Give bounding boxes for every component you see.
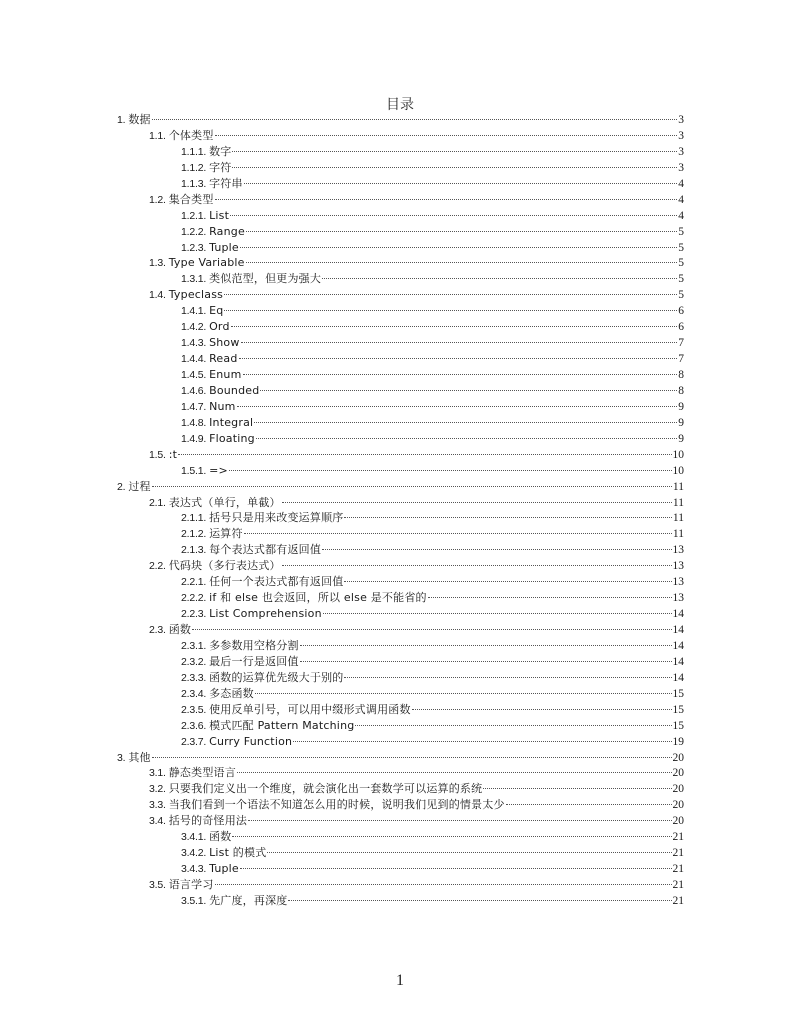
toc-entry-number: 1.1. bbox=[149, 129, 166, 142]
toc-entry[interactable] bbox=[117, 415, 684, 431]
toc-entry-number: 2.1.3. bbox=[181, 544, 207, 557]
toc-entry-page: 4 bbox=[678, 209, 684, 222]
dot-leader bbox=[243, 374, 678, 375]
toc-entry-page: 21 bbox=[672, 831, 684, 844]
toc-entry-label: 最后一行是返回值 bbox=[209, 654, 299, 668]
toc-entry-page: 11 bbox=[672, 528, 684, 541]
toc-entry[interactable] bbox=[117, 638, 684, 654]
toc-entry[interactable] bbox=[117, 319, 684, 335]
dot-leader bbox=[428, 597, 672, 598]
toc-entry[interactable] bbox=[117, 781, 684, 797]
toc-entry-label: Ord bbox=[209, 320, 230, 334]
toc-entry-number: 2.2. bbox=[149, 560, 166, 573]
toc-entry-number: 2.2.1. bbox=[181, 576, 207, 589]
toc-entry[interactable] bbox=[117, 734, 684, 750]
toc-entry-page: 5 bbox=[678, 289, 684, 302]
dot-leader bbox=[355, 725, 671, 726]
toc-entry-page: 19 bbox=[672, 735, 684, 748]
dot-leader bbox=[240, 868, 672, 869]
dot-leader bbox=[344, 581, 671, 582]
dot-leader bbox=[282, 502, 672, 503]
toc-entry[interactable] bbox=[117, 558, 684, 574]
dot-leader bbox=[224, 310, 677, 311]
toc-entry-page: 10 bbox=[672, 464, 684, 477]
toc-entry-label: List 的模式 bbox=[209, 846, 267, 860]
toc-entry-label: Floating bbox=[209, 431, 255, 445]
toc-entry-page: 21 bbox=[672, 894, 684, 907]
dot-leader bbox=[288, 900, 671, 901]
toc-entry[interactable] bbox=[117, 240, 684, 256]
toc-entry[interactable] bbox=[117, 271, 684, 287]
toc-entry-label: 数字 bbox=[209, 144, 232, 158]
dot-leader bbox=[300, 661, 672, 662]
toc-entry-label: if 和 else 也会返回，所以 else 是不能省的 bbox=[209, 591, 427, 605]
toc-entry-label: 数据 bbox=[128, 113, 151, 126]
toc-entry-number: 3.4.2. bbox=[181, 847, 207, 860]
toc-entry-page: 4 bbox=[678, 193, 684, 206]
toc-entry-page: 6 bbox=[678, 321, 684, 334]
toc-entry-number: 3.4.1. bbox=[181, 831, 207, 844]
toc-entry-label: 个体类型 bbox=[168, 128, 214, 142]
toc-entry-number: 1.3. bbox=[149, 257, 166, 270]
toc-entry-label: 多参数用空格分割 bbox=[209, 638, 299, 652]
toc-entry[interactable] bbox=[117, 128, 684, 144]
dot-leader bbox=[152, 486, 672, 487]
toc-entry-number: 1.4.6. bbox=[181, 384, 207, 397]
toc-entry-page: 15 bbox=[672, 719, 684, 732]
toc-entry-label: => bbox=[209, 463, 228, 477]
dot-leader bbox=[244, 533, 672, 534]
toc-entry-number: 3.1. bbox=[149, 767, 166, 780]
toc-entry-label: Read bbox=[209, 352, 238, 366]
toc-entry-label: 函数的运算优先级大于别的 bbox=[209, 670, 344, 684]
toc-entry-page: 14 bbox=[672, 639, 684, 652]
toc-entry-number: 1.2.1. bbox=[181, 209, 207, 222]
toc-entry-label: Curry Function bbox=[209, 734, 293, 748]
toc-entry-label: 括号的奇怪用法 bbox=[168, 814, 248, 828]
toc-entry-label: 运算符 bbox=[209, 527, 243, 541]
toc-entry-number: 1.4.7. bbox=[181, 400, 207, 413]
toc-entry[interactable] bbox=[117, 463, 684, 479]
toc-entry-page: 20 bbox=[672, 751, 684, 764]
toc-entry-number: 2.3.4. bbox=[181, 687, 207, 700]
dot-leader bbox=[237, 772, 672, 773]
toc-entry[interactable] bbox=[117, 877, 684, 893]
dot-leader bbox=[231, 326, 677, 327]
toc-entry-number: 3.4.3. bbox=[181, 863, 207, 876]
toc-entry[interactable] bbox=[117, 208, 684, 224]
toc-entry[interactable] bbox=[117, 255, 684, 271]
toc-entry-page: 13 bbox=[672, 544, 684, 557]
dot-leader bbox=[241, 342, 677, 343]
toc-entry-page: 10 bbox=[672, 448, 684, 461]
dot-leader bbox=[244, 183, 677, 184]
dot-leader bbox=[230, 215, 677, 216]
toc-entry-page: 20 bbox=[672, 799, 684, 812]
dot-leader bbox=[224, 294, 677, 295]
toc-entry-number: 2.3.6. bbox=[181, 719, 207, 732]
toc-entry-page: 3 bbox=[678, 114, 684, 126]
toc-entry-label: 语言学习 bbox=[168, 878, 214, 891]
toc-entry-page: 13 bbox=[672, 576, 684, 589]
toc-entry-number: 3.2. bbox=[149, 783, 166, 796]
toc-entry[interactable] bbox=[117, 303, 684, 319]
toc-entry-page: 3 bbox=[678, 129, 684, 142]
toc-entry[interactable] bbox=[117, 686, 684, 702]
dot-leader bbox=[152, 119, 677, 120]
toc-entry-page: 14 bbox=[672, 624, 684, 636]
toc-entry-page: 9 bbox=[678, 400, 684, 413]
toc-entry-page: 11 bbox=[672, 496, 684, 509]
toc-entry[interactable] bbox=[117, 654, 684, 670]
toc-entry-number: 2.2.2. bbox=[181, 592, 207, 605]
toc-entry-number: 1.4.4. bbox=[181, 353, 207, 366]
toc-entry-label: List bbox=[209, 208, 230, 222]
toc-entry-label: 多态函数 bbox=[209, 686, 254, 700]
toc-entry-label: Typeclass bbox=[168, 288, 224, 302]
dot-leader bbox=[239, 358, 677, 359]
toc-entry[interactable] bbox=[117, 797, 684, 813]
dot-leader bbox=[322, 549, 671, 550]
toc-entry-number: 1.4.3. bbox=[181, 337, 207, 350]
toc-entry-page: 5 bbox=[678, 241, 684, 254]
toc-entry-label: Show bbox=[209, 336, 240, 350]
toc-entry-page: 20 bbox=[672, 815, 684, 828]
dot-leader bbox=[178, 454, 671, 455]
toc-entry-label: 其他 bbox=[128, 750, 151, 764]
dot-leader bbox=[483, 788, 671, 789]
toc-entry[interactable] bbox=[117, 335, 684, 351]
toc-entry-label: List Comprehension bbox=[209, 607, 322, 621]
toc-entry-number: 3.3. bbox=[149, 799, 166, 812]
dot-leader bbox=[215, 135, 677, 136]
toc-entry-number: 2.1.2. bbox=[181, 528, 207, 541]
toc-entry-page: 11 bbox=[672, 480, 684, 493]
toc-entry[interactable] bbox=[117, 224, 684, 240]
toc-entry-page: 11 bbox=[672, 512, 684, 525]
toc-entry-number: 2.1. bbox=[149, 496, 166, 509]
toc-entry-label: :t bbox=[168, 447, 178, 461]
toc-entry-number: 2.1.1. bbox=[181, 512, 207, 525]
toc-entry[interactable] bbox=[117, 574, 684, 590]
toc-entry[interactable] bbox=[117, 829, 684, 845]
toc-entry-number: 1.1.3. bbox=[181, 177, 207, 190]
toc-entry[interactable] bbox=[117, 176, 684, 192]
dot-leader bbox=[237, 406, 677, 407]
toc-entry-number: 1.4.5. bbox=[181, 369, 207, 381]
toc-entry-page: 7 bbox=[678, 353, 684, 366]
toc-entry[interactable] bbox=[117, 495, 684, 511]
toc-entry-label: 函数 bbox=[168, 623, 192, 636]
dot-leader bbox=[248, 820, 671, 821]
toc-entry[interactable] bbox=[117, 542, 684, 558]
toc-entry-page: 21 bbox=[672, 879, 684, 891]
toc-entry-number: 2.3.5. bbox=[181, 703, 207, 716]
toc-entry[interactable] bbox=[117, 112, 684, 128]
toc-entry[interactable] bbox=[117, 160, 684, 176]
toc-entry-label: 先广度，再深度 bbox=[209, 893, 288, 907]
toc-entry-number: 2.3.3. bbox=[181, 671, 207, 684]
toc-entry-page: 6 bbox=[678, 305, 684, 318]
toc-entry-number: 1.3.1. bbox=[181, 273, 207, 286]
toc-entry-label: Tuple bbox=[209, 240, 239, 254]
toc-entry-page: 8 bbox=[678, 369, 684, 381]
toc-entry-number: 2.2.3. bbox=[181, 608, 207, 621]
toc-entry-page: 3 bbox=[678, 161, 684, 174]
toc-entry-label: 每个表达式都有返回值 bbox=[209, 543, 322, 557]
toc-entry[interactable] bbox=[117, 702, 684, 718]
toc-entry-number: 1.5.1. bbox=[181, 464, 207, 477]
dot-leader bbox=[254, 422, 677, 423]
toc-entry-number: 3.5. bbox=[149, 879, 166, 891]
toc-entry-page: 9 bbox=[678, 432, 684, 445]
toc-entry-label: 字符串 bbox=[209, 176, 243, 190]
toc-entry-number: 3. bbox=[117, 751, 126, 764]
dot-leader bbox=[246, 262, 677, 263]
dot-leader bbox=[240, 247, 677, 248]
toc-entry-page: 5 bbox=[678, 273, 684, 286]
dot-leader bbox=[282, 565, 672, 566]
toc-entry[interactable] bbox=[117, 367, 684, 383]
toc-entry-label: Eq bbox=[209, 304, 224, 318]
toc-entry[interactable] bbox=[117, 431, 684, 447]
dot-leader bbox=[323, 613, 672, 614]
toc-entry-number: 2.3. bbox=[149, 624, 166, 636]
toc-entry[interactable] bbox=[117, 399, 684, 415]
toc-entry-label: 静态类型语言 bbox=[168, 766, 236, 780]
toc-entry[interactable] bbox=[117, 861, 684, 877]
toc-entry-number: 2.3.1. bbox=[181, 639, 207, 652]
toc-entry[interactable] bbox=[117, 144, 684, 160]
toc-entry[interactable] bbox=[117, 192, 684, 208]
toc-entry-label: 集合类型 bbox=[168, 192, 214, 206]
toc-title: 目录 bbox=[386, 97, 414, 113]
toc-entry[interactable] bbox=[117, 893, 684, 909]
toc-entry-label: 任何一个表达式都有返回值 bbox=[209, 575, 344, 589]
dot-leader bbox=[229, 470, 672, 471]
toc-entry[interactable] bbox=[117, 351, 684, 367]
toc-entry[interactable] bbox=[117, 813, 684, 829]
toc-entry-number: 1.4.1. bbox=[181, 305, 207, 318]
dot-leader bbox=[256, 438, 677, 439]
toc-entry[interactable] bbox=[117, 510, 684, 526]
toc-entry-number: 1.5. bbox=[149, 448, 166, 461]
toc-entry-page: 7 bbox=[678, 337, 684, 350]
toc-entry-label: Num bbox=[209, 399, 236, 413]
dot-leader bbox=[260, 390, 677, 391]
dot-leader bbox=[232, 151, 677, 152]
toc-entry-page: 21 bbox=[672, 847, 684, 860]
toc-entry-number: 1.2.2. bbox=[181, 225, 207, 238]
dot-leader bbox=[506, 804, 672, 805]
toc-entry-label: 字符 bbox=[209, 160, 232, 174]
toc-entry-label: 类似范型，但更为强大 bbox=[209, 272, 322, 286]
dot-leader bbox=[344, 677, 671, 678]
toc-entry-number: 2.3.7. bbox=[181, 735, 207, 748]
toc-entry-number: 1.1.1. bbox=[181, 145, 207, 158]
toc-entry-number: 2. bbox=[117, 480, 126, 493]
toc-entry[interactable] bbox=[117, 750, 684, 766]
toc-entry-page: 14 bbox=[672, 671, 684, 684]
toc-entry-label: 使用反单引号，可以用中缀形式调用函数 bbox=[209, 702, 411, 716]
toc-entry-page: 5 bbox=[678, 225, 684, 238]
toc-entry-label: Integral bbox=[209, 415, 254, 429]
toc-entry-label: Tuple bbox=[209, 862, 239, 876]
toc-entry-number: 1.2. bbox=[149, 193, 166, 206]
dot-leader bbox=[215, 884, 672, 885]
dot-leader bbox=[300, 645, 672, 646]
toc-entry-page: 20 bbox=[672, 783, 684, 796]
page-number: 1 bbox=[396, 972, 404, 989]
toc-entry-page: 14 bbox=[672, 655, 684, 668]
toc-entry-label: Enum bbox=[209, 368, 242, 381]
toc-entry-label: 当我们看到一个语法不知道怎么用的时候，说明我们见到的情景太少 bbox=[168, 798, 505, 812]
toc-entry-page: 13 bbox=[672, 560, 684, 573]
table-of-contents bbox=[117, 112, 684, 909]
toc-entry[interactable] bbox=[117, 287, 684, 303]
toc-entry[interactable] bbox=[117, 718, 684, 734]
toc-entry-number: 1.1.2. bbox=[181, 161, 207, 174]
toc-entry-label: 括号只是用来改变运算顺序 bbox=[209, 511, 344, 525]
toc-entry-number: 1.4.8. bbox=[181, 416, 207, 429]
toc-entry[interactable] bbox=[117, 606, 684, 622]
toc-entry-label: 模式匹配 Pattern Matching bbox=[209, 718, 355, 732]
dot-leader bbox=[267, 852, 671, 853]
dot-leader bbox=[232, 836, 671, 837]
toc-entry[interactable] bbox=[117, 622, 684, 638]
toc-entry[interactable] bbox=[117, 447, 684, 463]
toc-entry-page: 4 bbox=[678, 177, 684, 190]
toc-entry[interactable] bbox=[117, 383, 684, 399]
toc-entry[interactable] bbox=[117, 479, 684, 495]
toc-entry-page: 15 bbox=[672, 703, 684, 716]
dot-leader bbox=[412, 709, 672, 710]
toc-entry[interactable] bbox=[117, 765, 684, 781]
toc-entry-page: 5 bbox=[678, 257, 684, 270]
toc-entry-label: 过程 bbox=[128, 479, 151, 493]
toc-entry-number: 3.5.1. bbox=[181, 894, 207, 907]
toc-entry[interactable] bbox=[117, 526, 684, 542]
toc-entry-page: 9 bbox=[678, 416, 684, 429]
dot-leader bbox=[152, 757, 672, 758]
toc-entry-label: 表达式（单行，单截） bbox=[168, 495, 281, 509]
dot-leader bbox=[322, 278, 677, 279]
toc-entry[interactable] bbox=[117, 845, 684, 861]
toc-entry-number: 1.4.9. bbox=[181, 432, 207, 445]
dot-leader bbox=[215, 199, 677, 200]
toc-entry[interactable] bbox=[117, 590, 684, 606]
toc-entry-number: 1.4.2. bbox=[181, 321, 207, 334]
toc-entry-label: Bounded bbox=[209, 383, 260, 397]
toc-entry-label: Range bbox=[209, 224, 245, 238]
toc-entry-page: 13 bbox=[672, 592, 684, 605]
toc-entry-page: 3 bbox=[678, 145, 684, 158]
toc-entry-number: 1. bbox=[117, 114, 126, 126]
dot-leader bbox=[192, 629, 671, 630]
toc-entry-label: 只要我们定义出一个维度，就会演化出一套数学可以运算的系统 bbox=[168, 782, 483, 796]
toc-entry-number: 1.4. bbox=[149, 289, 166, 302]
dot-leader bbox=[293, 741, 671, 742]
toc-entry-number: 2.3.2. bbox=[181, 655, 207, 668]
dot-leader bbox=[255, 693, 672, 694]
toc-entry-number: 3.4. bbox=[149, 815, 166, 828]
dot-leader bbox=[344, 517, 671, 518]
toc-entry-page: 14 bbox=[672, 608, 684, 621]
toc-entry-page: 21 bbox=[672, 863, 684, 876]
toc-entry-page: 15 bbox=[672, 687, 684, 700]
toc-entry[interactable] bbox=[117, 670, 684, 686]
toc-entry-label: 函数 bbox=[209, 830, 232, 844]
toc-entry-label: Type Variable bbox=[168, 256, 245, 270]
toc-entry-number: 1.2.3. bbox=[181, 241, 207, 254]
toc-entry-label: 代码块（多行表达式） bbox=[168, 559, 281, 573]
toc-entry-page: 8 bbox=[678, 384, 684, 397]
toc-entry-page: 20 bbox=[672, 767, 684, 780]
dot-leader bbox=[232, 167, 677, 168]
dot-leader bbox=[246, 231, 677, 232]
